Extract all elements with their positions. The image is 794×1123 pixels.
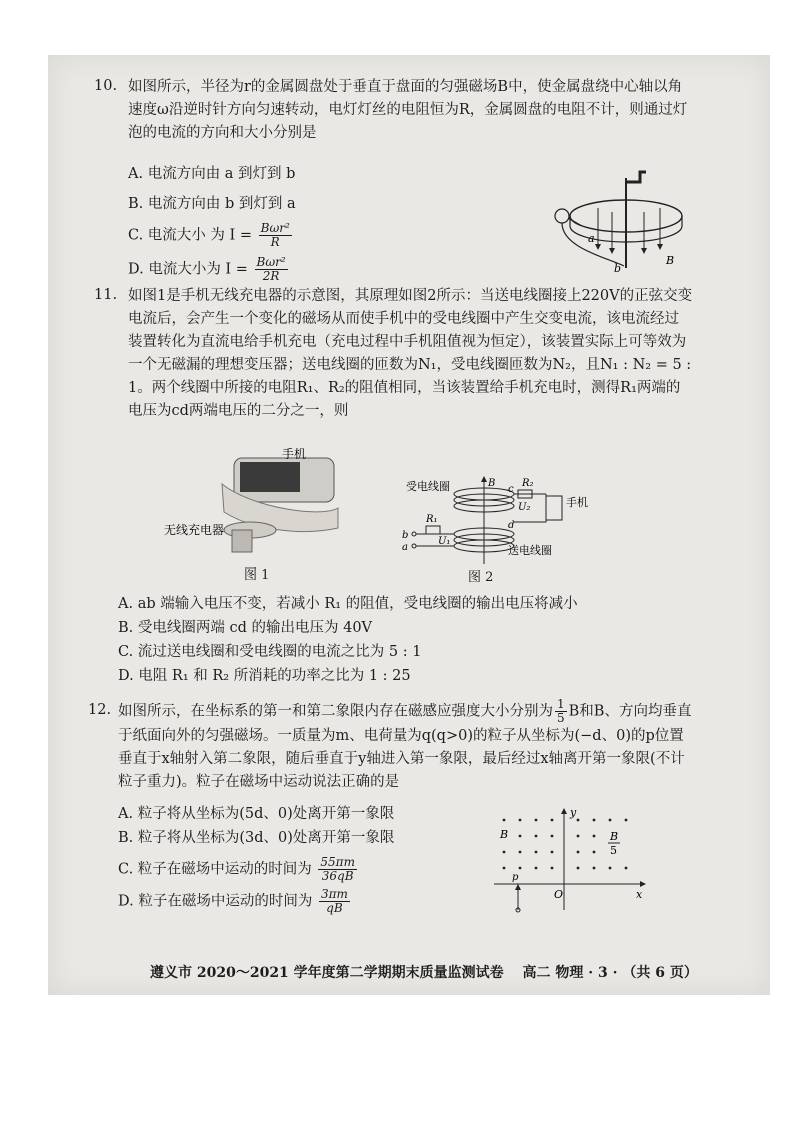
q12-fig-label-y: y — [570, 806, 577, 819]
field-dot — [519, 867, 522, 870]
q11-fig2-label-U1: U₁ — [438, 536, 451, 547]
field-dot — [503, 819, 506, 822]
field-dot — [551, 867, 554, 870]
q11-fig2-label-phone: 手机 — [566, 496, 588, 509]
q11-option-d: D. 电阻 R₁ 和 R₂ 所消耗的功率之比为 1 : 25 — [118, 668, 411, 684]
q10-option-b: B. 电流方向由 b 到灯到 a — [128, 196, 296, 212]
q10-disk-figure — [548, 168, 688, 280]
field-dot — [609, 867, 612, 870]
q12-fig-label-O: O — [554, 888, 564, 901]
q11-fig2-label-a: a — [402, 542, 408, 553]
field-dot — [535, 819, 538, 822]
q11-fig2-label-R2: R₂ — [522, 478, 534, 489]
field-dot — [577, 851, 580, 854]
q12-option-d: D. 粒子在磁场中运动的时间为 $\frac{3\pi m}{qB}$ — [118, 887, 348, 915]
field-dot — [625, 819, 628, 822]
field-dot — [519, 851, 522, 854]
q10-stem: 如图所示，半径为r的金属圆盘处于垂直于盘面的匀强磁场B中，使金属盘绕中心轴以角速度ω沿逆时针方向匀速转动，电灯灯丝的电阻恒为R，金属圆盘的电阻不计，则通过灯泡的电流的方向和大小分别是 — [128, 79, 688, 141]
field-dot — [503, 867, 506, 870]
field-dot — [551, 819, 554, 822]
q12-option-a: A. 粒子将从坐标为(5d、0)处离开第一象限 — [118, 806, 395, 822]
q11-fig1-caption-text: 图 1 — [244, 568, 270, 583]
q12-fig-label-B5-num: B — [610, 830, 619, 843]
q12-fig-label-B5-den: 5 — [610, 844, 617, 857]
field-dot — [577, 819, 580, 822]
q11-fig2-label-b: b — [402, 530, 409, 541]
q10-option-a: A. 电流方向由 a 到灯到 b — [128, 166, 296, 182]
q11-fig2-label-d: d — [508, 520, 515, 531]
field-dot — [593, 819, 596, 822]
q11-option-b: B. 受电线圈两端 cd 的输出电压为 40V — [118, 620, 373, 636]
q11-figure-2 — [396, 476, 596, 566]
q12-fig-label-B: B — [500, 828, 509, 841]
q11-number: 11. — [94, 287, 118, 303]
q10-number: 10. — [94, 78, 118, 94]
q12-fig-label-p: p — [512, 872, 519, 883]
field-dot — [593, 851, 596, 854]
q11-fig2-label-B: B — [488, 478, 496, 489]
field-dot — [625, 867, 628, 870]
q10-fig-label-B: B — [666, 254, 675, 267]
field-dot — [551, 851, 554, 854]
field-dot — [535, 867, 538, 870]
q10-option-d: D. 电流大小为 I = $\frac{\text{Bωr²}}{2R}$ — [128, 255, 286, 283]
q11-fig2-label-U2: U₂ — [518, 502, 531, 513]
q12-option-c-fraction: $\frac{55\pi m}{36qB}$ — [320, 855, 355, 883]
q11-stem: 如图1是手机无线充电器的示意图，其原理如图2所示：当送电线圈接上220V的正弦交变电流后，会产生一个变化的磁场从而使手机中的受电线圈中产生交变电流，该电流经过装置转化为直流电给手机充电（充电过程中手机阻值视为恒定），该装置实际上可等效为一个无磁漏的理想变压器；送电线圈的匝数为N₁，受电线圈匝数为N₂，且N₁ : N₂ = 5 : 1。两个线圈中所接的电阻R₁、R₂的阻值相同，当该装置给手机充电时，测得R₁两端的电压为cd两端电压的二分之一，则 — [128, 288, 693, 419]
q10-fig-label-b: b — [614, 262, 622, 275]
q11-option-c: C. 流过送电线圈和受电线圈的电流之比为 5 : 1 — [118, 644, 422, 660]
field-dot — [519, 835, 522, 838]
q11-fig2-caption: 图 2 — [468, 570, 494, 585]
q12-stem: 如图所示，在坐标系的第一和第二象限内存在磁感应强度大小分别为 $\frac{1}{5}$ B和B、方向均垂直于纸面向外的匀强磁场。一质量为m、电荷量为q(q>0)的粒子从坐标为(−d、0)的p位置垂直于x轴射入第二象限，随后垂直于y轴进入第一象限，最后经过x轴离开第一象限(不计粒子重力)。粒子在磁场中运动说法正确的是 — [118, 697, 692, 790]
field-dot — [577, 867, 580, 870]
field-dot — [535, 851, 538, 854]
q11-fig2-label-recv: 受电线圈 — [406, 480, 450, 493]
field-dot — [503, 851, 506, 854]
q10-option-d-fraction: $\frac{\text{Bωr²}}{2R}$ — [256, 255, 286, 283]
page-footer: 遵义市 2020～2021 学年度第二学期期末质量监测试卷 高二 物理 · 3 · （共 6 页） — [150, 965, 698, 981]
field-dot — [535, 835, 538, 838]
q11-fig1-label-phone: 手机 — [282, 448, 307, 461]
q11-fig1-label-charger: 无线充电器 — [164, 523, 225, 537]
field-dot — [519, 819, 522, 822]
field-dot — [593, 835, 596, 838]
q10-option-c: C. 电流大小 为 I = $\frac{\text{Bωr²}}{R}$ — [128, 221, 290, 249]
q12-fig-label-x: x — [636, 888, 643, 901]
q11-figure-1 — [162, 448, 342, 568]
q12-option-b: B. 粒子将从坐标为(3d、0)处离开第一象限 — [118, 830, 395, 846]
q10-option-c-fraction: $\frac{\text{Bωr²}}{R}$ — [260, 221, 290, 249]
q10-fig-label-a: a — [588, 232, 595, 245]
field-dot — [551, 835, 554, 838]
q12-number: 12. — [88, 702, 112, 718]
q12-option-c: C. 粒子在磁场中运动的时间为 $\frac{55\pi m}{36qB}$ — [118, 855, 355, 883]
q11-fig2-label-c: c — [508, 484, 514, 495]
q12-stem-fraction: $\frac{1}{5}$ — [557, 697, 565, 725]
field-dot — [577, 835, 580, 838]
field-dot — [609, 819, 612, 822]
q11-fig2-label-send: 送电线圈 — [508, 544, 552, 557]
q11-fig2-label-R1: R₁ — [426, 514, 438, 525]
q11-option-a: A. ab 端输入电压不变，若减小 R₁ 的阻值，受电线圈的输出电压将减小 — [118, 596, 578, 612]
field-dot — [593, 867, 596, 870]
q12-option-d-fraction: $\frac{3\pi m}{qB}$ — [320, 887, 348, 915]
q12-field-figure — [490, 806, 650, 916]
